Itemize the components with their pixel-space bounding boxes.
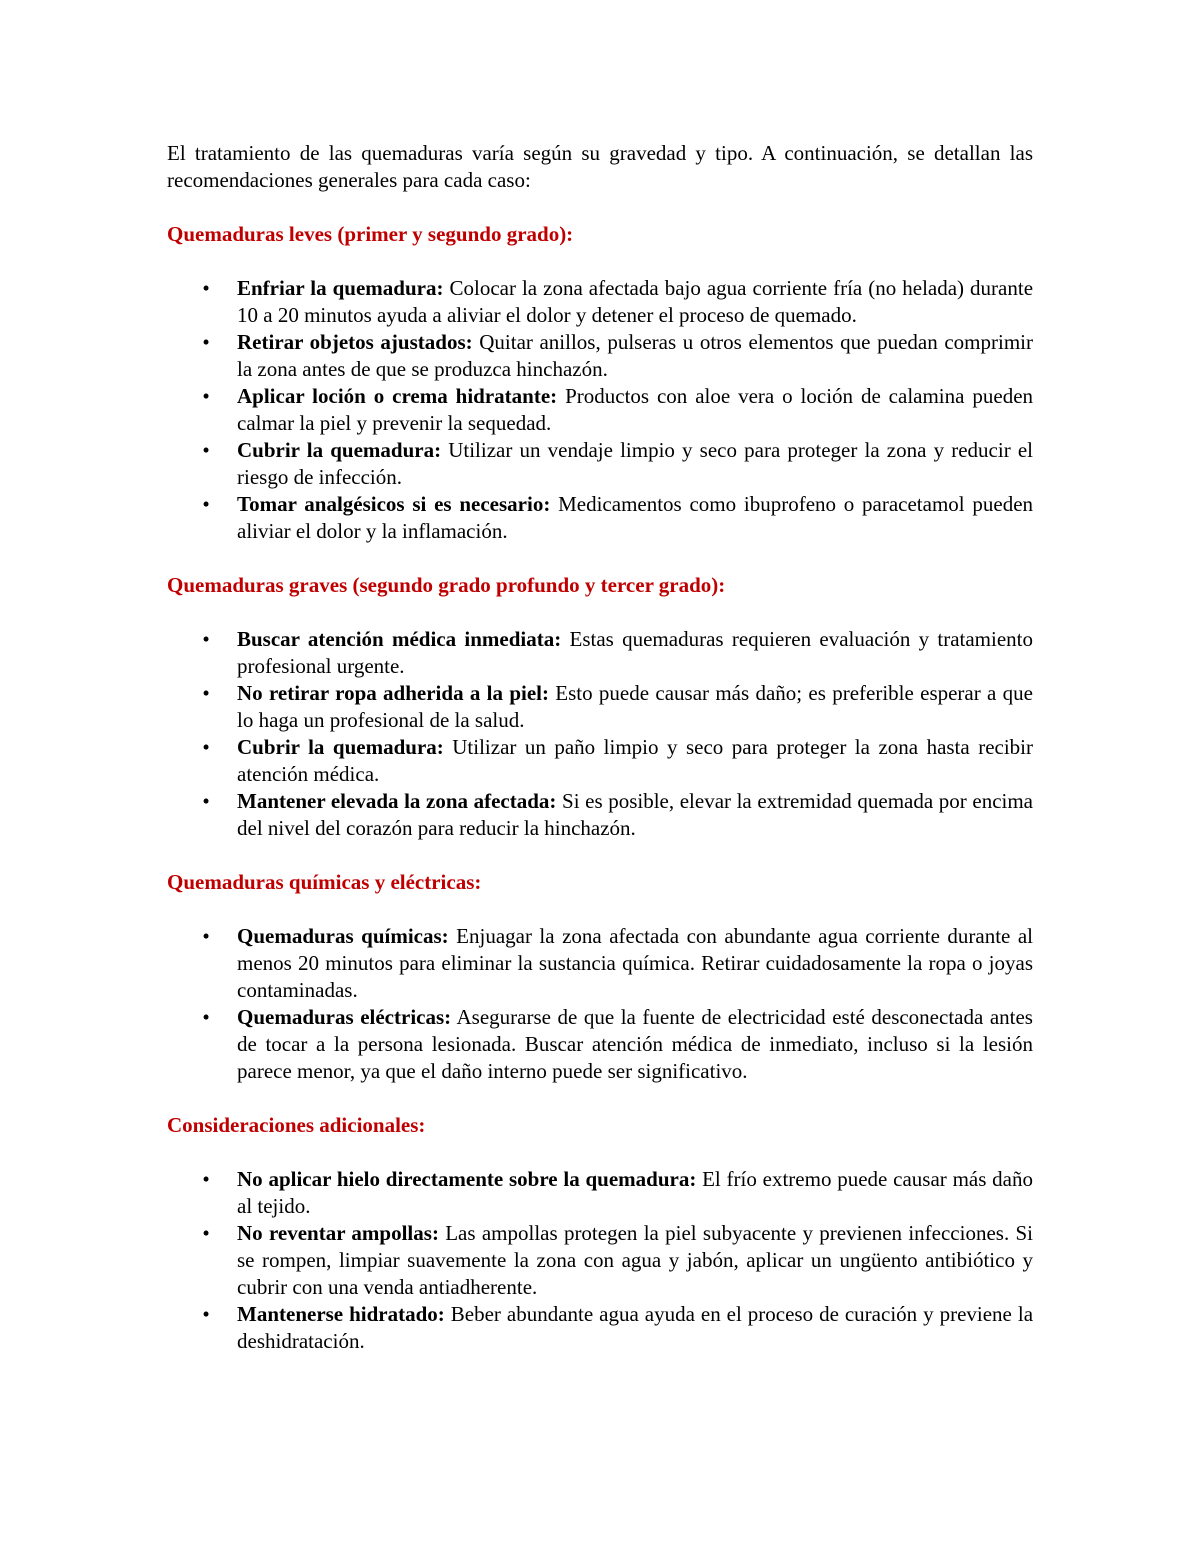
item-term: Mantenerse hidratado: [237, 1302, 445, 1326]
list-item [167, 788, 1033, 842]
list-item [167, 1220, 1033, 1301]
sections-container [167, 221, 1033, 1355]
bullet-icon: • [202, 1221, 210, 1245]
section-heading: Quemaduras graves (segundo grado profundo y tercer grado): [167, 573, 726, 597]
item-text: Las ampollas protegen la piel subyacente y previenen infecciones. Si se rompen, limpiar suavemente la zona con agua y jabón, aplicar un ungüento antibiótico y cubrir con una venda antiadherente. [237, 1221, 1034, 1299]
item-text: Colocar la zona afectada bajo agua corriente fría (no helada) durante 10 a 20 minutos ayuda a aliviar el dolor y detener el proceso de quemado. [237, 276, 1034, 327]
item-term: Quemaduras eléctricas: [237, 1005, 452, 1029]
item-term: Quemaduras químicas: [237, 924, 449, 948]
list-item [167, 1004, 1033, 1085]
bullet-icon: • [202, 924, 210, 948]
item-text: Productos con aloe vera o loción de calamina pueden calmar la piel y prevenir la sequedad. [237, 384, 1034, 435]
bullet-icon: • [202, 330, 210, 354]
list-item [167, 626, 1033, 680]
bullet-icon: • [202, 735, 210, 759]
section-heading: Quemaduras leves (primer y segundo grado): [167, 222, 574, 246]
bullet-icon: • [202, 789, 210, 813]
item-term: Enfriar la quemadura: [237, 276, 444, 300]
item-text: Enjuagar la zona afectada con abundante agua corriente durante al menos 20 minutos para eliminar la sustancia química. Retirar cuidadosamente la ropa o joyas contaminadas. [237, 924, 1034, 1002]
section-heading: Consideraciones adicionales: [167, 1113, 426, 1137]
item-text: Estas quemaduras requieren evaluación y tratamiento profesional urgente. [237, 627, 1034, 678]
list-item [167, 275, 1033, 329]
intro-paragraph: El tratamiento de las quemaduras varía según su gravedad y tipo. A continuación, se detallan las recomendaciones generales para cada caso: [167, 141, 1033, 192]
list-item [167, 1166, 1033, 1220]
item-term: Tomar analgésicos si es necesario: [237, 492, 551, 516]
item-term: No reventar ampollas: [237, 1221, 439, 1245]
bullet-icon: • [202, 1167, 210, 1191]
document-page [167, 140, 1033, 1382]
list-item [167, 491, 1033, 545]
bullet-icon: • [202, 1302, 210, 1326]
bullet-icon: • [202, 438, 210, 462]
list-item [167, 1301, 1033, 1355]
bullet-list [167, 275, 1033, 545]
item-text: Utilizar un paño limpio y seco para proteger la zona hasta recibir atención médica. [237, 735, 1033, 786]
bullet-list [167, 626, 1033, 842]
item-term: No retirar ropa adherida a la piel: [237, 681, 549, 705]
item-text: Si es posible, elevar la extremidad quemada por encima del nivel del corazón para reducir la hinchazón. [237, 789, 1034, 840]
item-text: El frío extremo puede causar más daño al tejido. [237, 1167, 1033, 1218]
list-item [167, 680, 1033, 734]
item-text: Beber abundante agua ayuda en el proceso de curación y previene la deshidratación. [237, 1302, 1034, 1353]
list-item [167, 383, 1033, 437]
item-term: Aplicar loción o crema hidratante: [237, 384, 558, 408]
item-term: No aplicar hielo directamente sobre la quemadura: [237, 1167, 697, 1191]
bullet-icon: • [202, 492, 210, 516]
item-term: Buscar atención médica inmediata: [237, 627, 562, 651]
item-term: Retirar objetos ajustados: [237, 330, 473, 354]
bullet-icon: • [202, 627, 210, 651]
bullet-list [167, 923, 1033, 1085]
section-heading: Quemaduras químicas y eléctricas: [167, 870, 482, 894]
bullet-list [167, 1166, 1033, 1355]
list-item [167, 329, 1033, 383]
bullet-icon: • [202, 276, 210, 300]
item-term: Cubrir la quemadura: [237, 438, 442, 462]
item-term: Mantener elevada la zona afectada: [237, 789, 557, 813]
item-text: Quitar anillos, pulseras u otros elementos que puedan comprimir la zona antes de que se produzca hinchazón. [237, 330, 1033, 381]
bullet-icon: • [202, 384, 210, 408]
item-text: Utilizar un vendaje limpio y seco para proteger la zona y reducir el riesgo de infección. [237, 438, 1033, 489]
bullet-icon: • [202, 681, 210, 705]
bullet-icon: • [202, 1005, 210, 1029]
item-text: Medicamentos como ibuprofeno o paracetamol pueden aliviar el dolor y la inflamación. [237, 492, 1034, 543]
list-item [167, 923, 1033, 1004]
item-term: Cubrir la quemadura: [237, 735, 444, 759]
item-text: Asegurarse de que la fuente de electricidad esté desconectada antes de tocar a la persona lesionada. Buscar atención médica de inmediato, incluso si la lesión parece menor, ya que el daño interno puede ser significativo. [237, 1005, 1033, 1083]
list-item [167, 734, 1033, 788]
item-text: Esto puede causar más daño; es preferible esperar a que lo haga un profesional de la salud. [237, 681, 1033, 732]
list-item [167, 437, 1033, 491]
